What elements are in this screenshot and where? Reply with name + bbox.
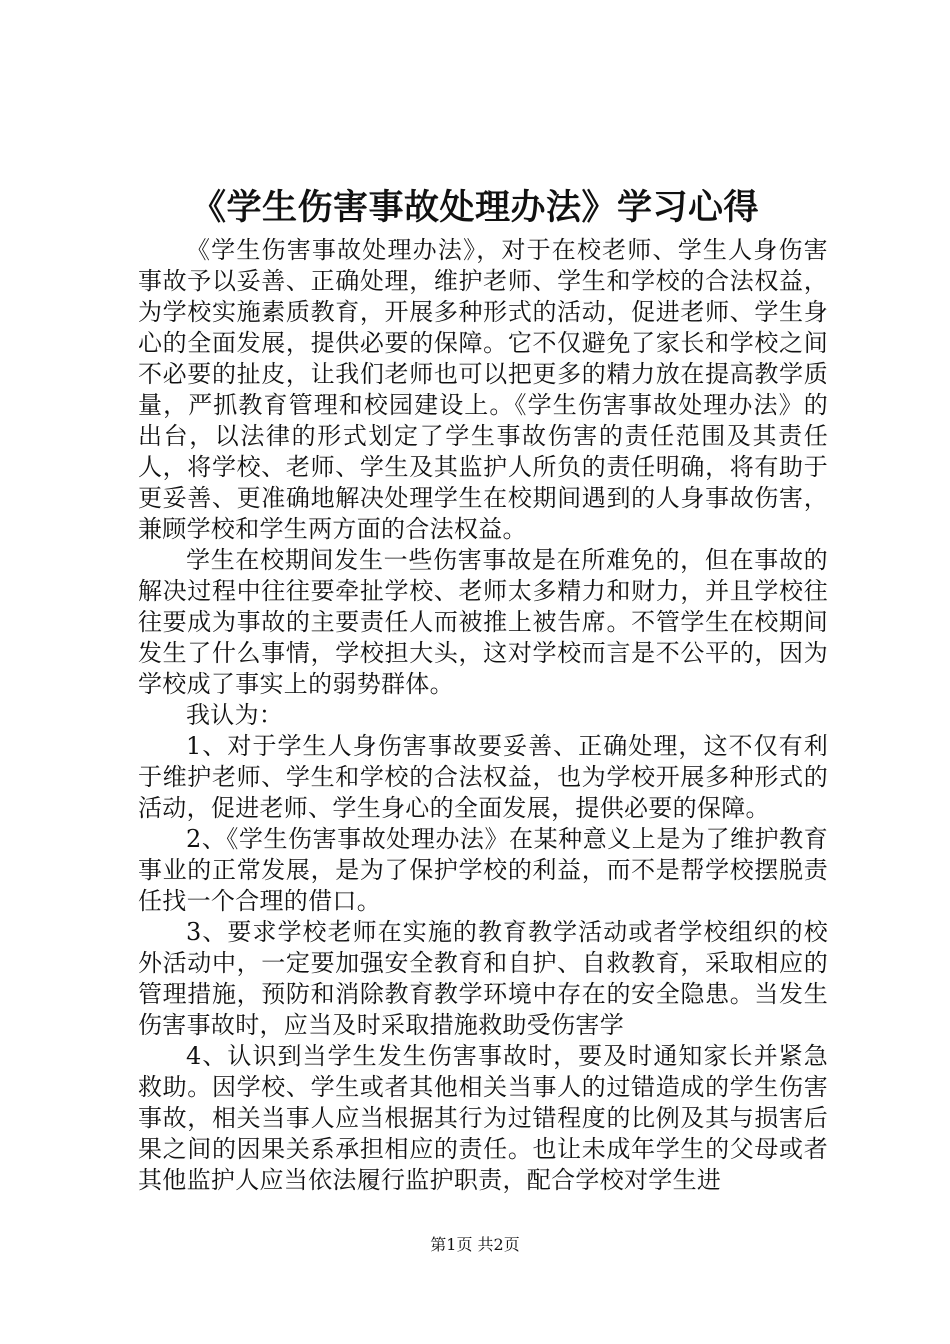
document-body	[138, 235, 828, 1196]
paragraph-intro: 《学生伤害事故处理办法》，对于在校老师、学生人身伤害事故予以妥善、正确处理，维护老师、学生和学校的合法权益，为学校实施素质教育，开展多种形式的活动，促进老师、学生身心的全面发展，提供必要的保障。它不仅避免了家长和学校之间不必要的扯皮，让我们老师也可以把更多的精力放在提高教学质量，严抓教育管理和校园建设上。《学生伤害事故处理办法》的出台，以法律的形式划定了学生事故伤害的责任范围及其责任人，将学校、老师、学生及其监护人所负的责任明确，将有助于更妥善、更准确地解决处理学生在校期间遇到的人身事故伤害，兼顾学校和学生两方面的合法权益。	[138, 236, 828, 543]
page-number-footer: 第1页 共2页	[430, 1235, 520, 1254]
paragraph-point-3: 3、要求学校老师在实施的教育教学活动或者学校组织的校外活动中，一定要加强安全教育和自护、自救教育，采取相应的管理措施，预防和消除教育教学环境中存在的安全隐患。当发生伤害事故时，应当及时采取措施救助受伤害学	[138, 918, 828, 1039]
paragraph-point-1: 1、对于学生人身伤害事故要妥善、正确处理，这不仅有利于维护老师、学生和学校的合法权益，也为学校开展多种形式的活动，促进老师、学生身心的全面发展，提供必要的保障。	[138, 732, 828, 822]
paragraph-point-4: 4、认识到当学生发生伤害事故时，要及时通知家长并紧急救助。因学校、学生或者其他相关当事人的过错造成的学生伤害事故，相关当事人应当根据其行为过错程度的比例及其与损害后果之间的因果关系承担相应的责任。也让未成年学生的父母或者其他监护人应当依法履行监护职责，配合学校对学生进	[138, 1042, 828, 1194]
paragraph-accidents: 学生在校期间发生一些伤害事故是在所难免的，但在事故的解决过程中往往要牵扯学校、老师太多精力和财力，并且学校往往要成为事故的主要责任人而被推上被告席。不管学生在校期间发生了什么事情，学校担大头，这对学校而言是不公平的，因为学校成了事实上的弱势群体。	[138, 546, 828, 698]
document-title: 《学生伤害事故处理办法》学习心得	[190, 187, 759, 228]
paragraph-point-2: 2、《学生伤害事故处理办法》在某种意义上是为了维护教育事业的正常发展，是为了保护学校的利益，而不是帮学校摆脱责任找一个合理的借口。	[138, 825, 828, 915]
paragraph-opinion-lead: 我认为：	[186, 701, 284, 729]
